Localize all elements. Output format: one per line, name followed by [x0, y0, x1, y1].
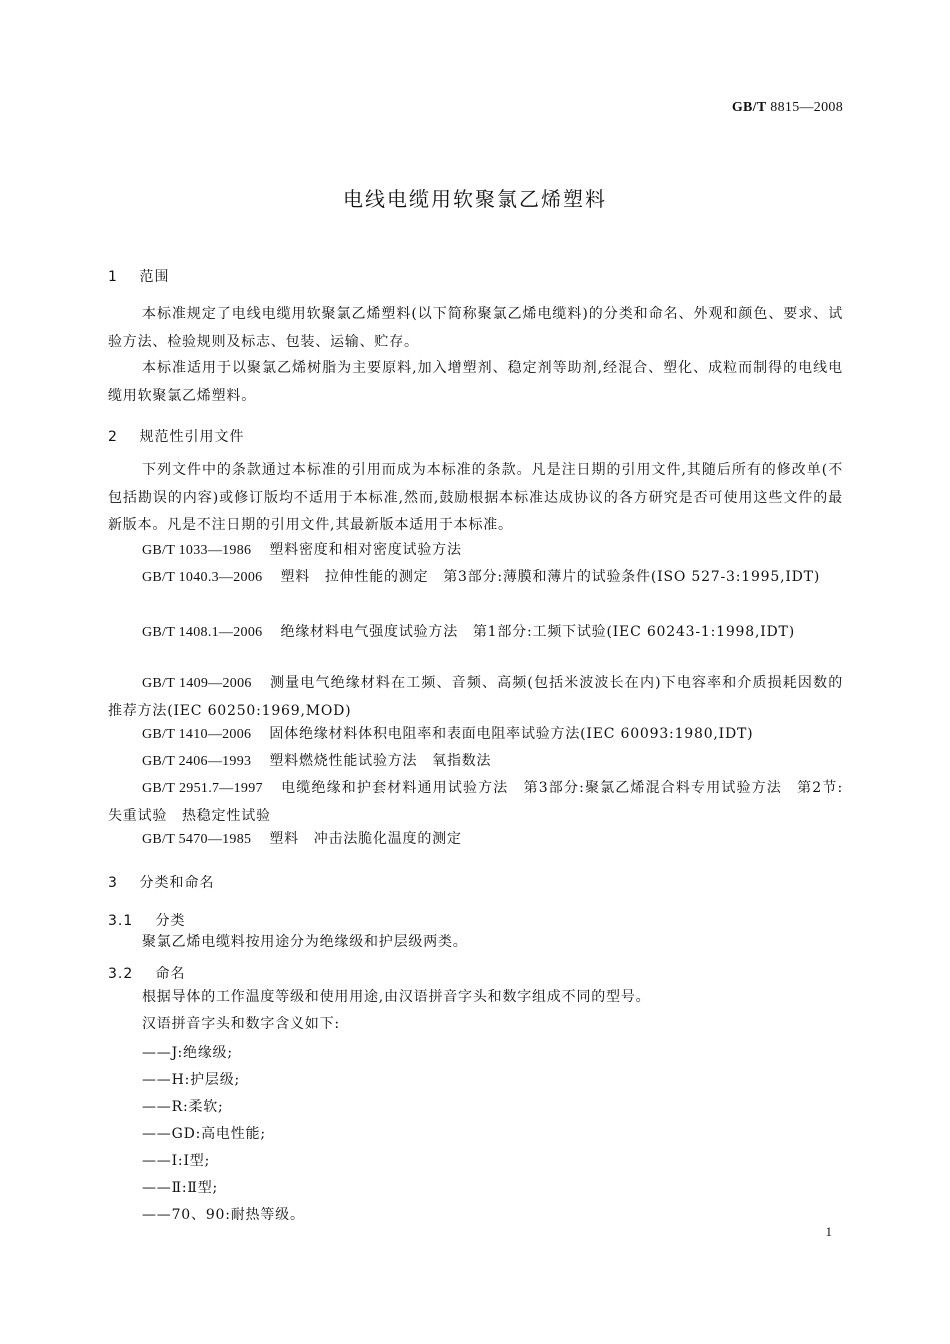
subsection-3-2-paragraph-2: 汉语拼音字头和数字含义如下:: [142, 1016, 340, 1032]
subsection-3-1-paragraph: 聚氯乙烯电缆料按用途分为绝缘级和护层级两类。: [142, 934, 468, 950]
section-title: 范围: [139, 269, 170, 285]
page-number: 1: [825, 1224, 832, 1239]
reference-item: [108, 775, 843, 830]
list-item: ——Ⅱ:Ⅱ型;: [142, 1180, 219, 1196]
section-1-heading: [108, 266, 169, 286]
list-item: ——R:柔软;: [142, 1099, 224, 1115]
reference-code: GB/T 1033—1986: [142, 543, 252, 558]
section-2-paragraph-1: 下列文件中的条款通过本标准的引用而成为本标准的条款。凡是注日期的引用文件,其随后所有的修改单(不包括勘误的内容)或修订版均不适用于本标准,然而,鼓励根据本标准达成协议的各方研究是否可使用这些文件的最新版本。凡是不注日期的引用文件,其最新版本适用于本标准。: [108, 462, 843, 533]
reference-code: GB/T 1409—2006: [142, 676, 252, 691]
reference-title: 固体绝缘材料体积电阻率和表面电阻率试验方法(IEC 60093:1980,IDT): [269, 726, 754, 742]
reference-item: [108, 748, 843, 776]
standard-code: [732, 100, 843, 116]
reference-code: GB/T 5470—1985: [142, 832, 252, 847]
standard-prefix: GB/T: [731, 100, 767, 115]
section-2-heading: [108, 426, 244, 446]
list-item: ——70、90:耐热等级。: [142, 1207, 305, 1223]
section-number: 1: [108, 269, 118, 285]
reference-code: GB/T 1040.3—2006: [142, 570, 263, 585]
section-title: 分类和命名: [139, 875, 215, 891]
section-3-heading: [108, 872, 214, 892]
reference-code: GB/T 2951.7—1997: [142, 781, 263, 796]
subsection-title: 命名: [155, 966, 186, 982]
section-1-paragraph-1: 本标准规定了电线电缆用软聚氯乙烯塑料(以下简称聚氯乙烯电缆料)的分类和命名、外观和颜色、要求、试验方法、检验规则及标志、包装、运输、贮存。: [108, 306, 843, 350]
list-item: ——Ⅰ:Ⅰ型;: [142, 1153, 211, 1169]
reference-title: 塑料密度和相对密度试验方法: [269, 542, 462, 558]
list-item: ——H:护层级;: [142, 1072, 241, 1088]
section-title: 规范性引用文件: [139, 429, 245, 445]
reference-title: 测量电气绝缘材料在工频、音频、高频(包括米波波长在内)下电容率和介质损耗因数的推荐方法(IEC 60250:1969,MOD): [108, 675, 844, 719]
subsection-3-2-paragraph-1: 根据导体的工作温度等级和使用用途,由汉语拼音字头和数字组成不同的型号。: [142, 989, 651, 1005]
reference-item: [108, 564, 843, 592]
section-number: 2: [108, 429, 118, 445]
reference-item: [108, 670, 843, 725]
subsection-title: 分类: [155, 913, 186, 929]
reference-title: 塑料 冲击法脆化温度的测定: [269, 831, 462, 847]
reference-item: [108, 537, 843, 565]
standard-number: 8815—2008: [770, 100, 843, 115]
reference-code: GB/T 1410—2006: [142, 727, 252, 742]
section-1-paragraph-2: 本标准适用于以聚氯乙烯树脂为主要原料,加入增塑剂、稳定剂等助剂,经混合、塑化、成粒而制得的电线电缆用软聚氯乙烯塑料。: [108, 360, 843, 404]
reference-title: 电缆绝缘和护套材料通用试验方法 第3部分:聚氯乙烯混合料专用试验方法 第2节:失重试验 热稳定性试验: [108, 780, 843, 824]
reference-title: 塑料燃烧性能试验方法 氧指数法: [269, 753, 492, 769]
subsection-3-1-heading: [108, 910, 185, 930]
subsection-number: 3.1: [108, 913, 134, 929]
reference-code: GB/T 2406—1993: [142, 754, 252, 769]
section-number: 3: [108, 875, 118, 891]
reference-item: [108, 721, 843, 749]
reference-title: 塑料 拉伸性能的测定 第3部分:薄膜和薄片的试验条件(ISO 527-3:1995,IDT): [280, 569, 821, 585]
list-item: ——J:绝缘级;: [142, 1045, 233, 1061]
subsection-3-2-heading: [108, 963, 185, 983]
subsection-number: 3.2: [108, 966, 134, 982]
reference-code: GB/T 1408.1—2006: [142, 625, 263, 640]
list-item: ——GD:高电性能;: [142, 1126, 266, 1142]
reference-title: 绝缘材料电气强度试验方法 第1部分:工频下试验(IEC 60243-1:1998,IDT): [280, 624, 795, 640]
document-title: 电线电缆用软聚氯乙烯塑料: [343, 187, 607, 211]
reference-item: [108, 619, 843, 647]
reference-item: [108, 826, 843, 854]
